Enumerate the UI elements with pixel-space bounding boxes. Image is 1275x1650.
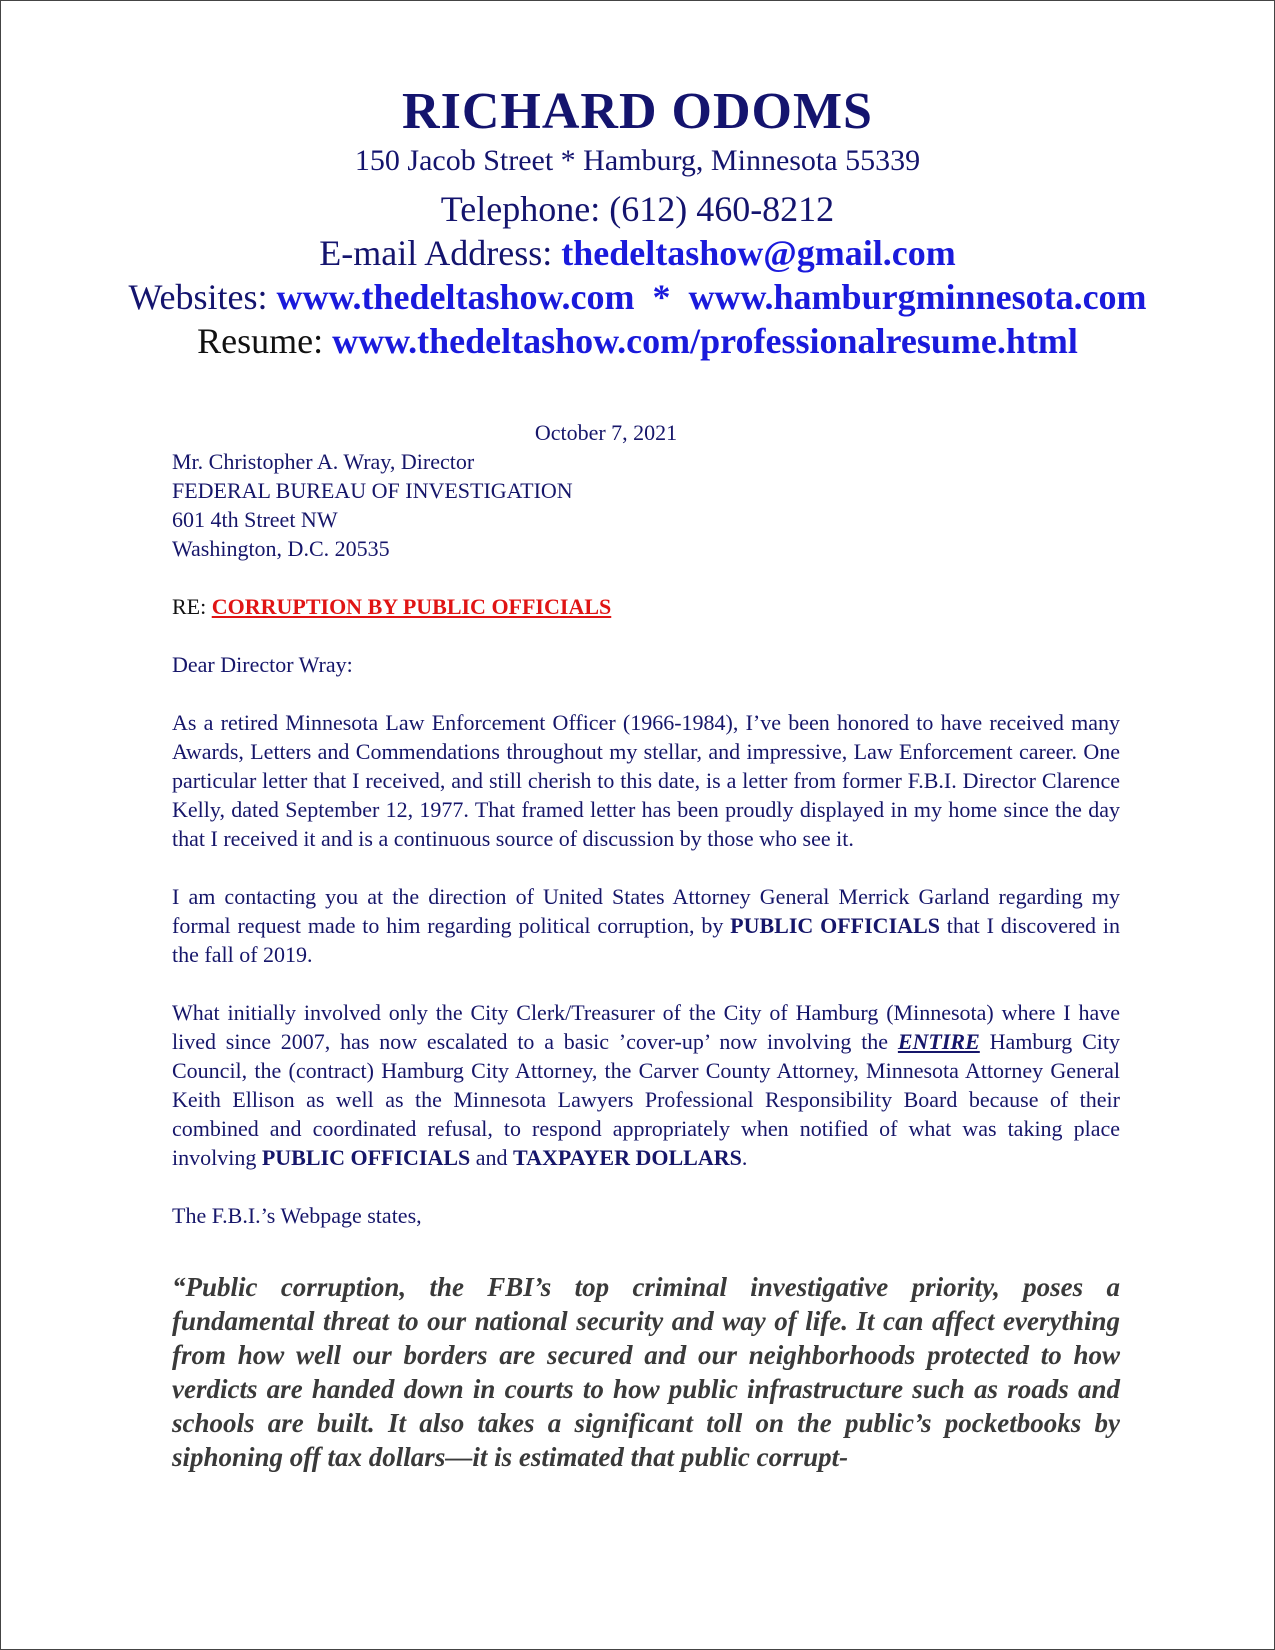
- resume-label: Resume:: [197, 321, 333, 361]
- paragraph-2: [172, 882, 1120, 969]
- email-link[interactable]: thedeltashow@gmail.com: [561, 233, 956, 273]
- fbi-quote: “Public corruption, the FBI’s top criminal investigative priority, poses a fundamental threat to our national security and way of life. It can affect everything from how well our borders are secured and our neighborhoods protected to how verdicts are handed down in courts to how public infrastructure such as roads and schools are built. It also takes a significant toll on the public’s pocketbooks by siphoning off tax dollars—it is estimated that public corrupt-: [172, 1272, 1120, 1472]
- sender-telephone: Telephone: (612) 460-8212: [440, 189, 835, 229]
- paragraph-3-text: What initially involved only the City Clerk/Treasurer of the City of Hamburg (Minnesota) where I have lived since 2007, has now escalated to a basic ’cover-up’ now involving the: [172, 1000, 1120, 1054]
- re-label: RE:: [172, 594, 212, 619]
- paragraph-3: [172, 998, 1120, 1172]
- paragraph-2-text-end: that I discovered in the fall of 2019.: [172, 913, 1120, 967]
- public-officials-emphasis: PUBLIC OFFICIALS: [261, 1145, 471, 1170]
- email-row: [1, 231, 1274, 275]
- website-link-2[interactable]: www.hamburgminnesota.com: [688, 277, 1147, 317]
- recipient-line: Washington, D.C. 20535: [172, 536, 390, 561]
- website-separator: *: [634, 277, 689, 317]
- recipient-block: [172, 447, 1120, 563]
- paragraph-3-period: .: [741, 1145, 748, 1170]
- paragraph-4: The F.B.I.’s Webpage states,: [172, 1203, 422, 1228]
- letterhead: [1, 81, 1274, 363]
- paragraph-3-text-mid: Hamburg City Council, the (contract) Hamburg City Attorney, the Carver County Attorney, Minnesota Attorney General Keith Ellison as well as the Minnesota Lawyers Professional Responsibility Board because of their combined and coordinated refusal, to respond appropriately when notified of what was taking place involving: [172, 1029, 1120, 1170]
- letter-date: October 7, 2021: [534, 420, 678, 445]
- salutation: Dear Director Wray:: [172, 652, 353, 677]
- taxpayer-dollars-emphasis: TAXPAYER DOLLARS: [513, 1145, 742, 1170]
- public-officials-emphasis: PUBLIC OFFICIALS: [730, 913, 940, 938]
- recipient-line: FEDERAL BUREAU OF INVESTIGATION: [172, 478, 573, 503]
- recipient-line: Mr. Christopher A. Wray, Director: [172, 449, 475, 474]
- websites-label: Websites:: [128, 277, 277, 317]
- letter-date-row: [172, 418, 1120, 447]
- re-subject: CORRUPTION BY PUBLIC OFFICIALS: [211, 594, 612, 619]
- website-link-1[interactable]: www.thedeltashow.com: [276, 277, 635, 317]
- recipient-line: 601 4th Street NW: [172, 507, 338, 532]
- paragraph-1: As a retired Minnesota Law Enforcement Officer (1966-1984), I’ve been honored to have received many Awards, Letters and Commendations throughout my stellar, and impressive, Law Enforcement career. One particular letter that I received, and still cherish to this date, is a letter from former F.B.I. Director Clarence Kelly, dated September 12, 1977. That framed letter has been proudly displayed in my home since the day that I received it and is a continuous source of discussion by those who see it.: [172, 710, 1120, 851]
- paragraph-2-text: I am contacting you at the direction of United States Attorney General Merrick Garland regarding my formal request made to him regarding political corruption, by: [172, 884, 1120, 938]
- websites-row: [1, 275, 1274, 319]
- paragraph-3-and: and: [470, 1145, 514, 1170]
- sender-address: 150 Jacob Street * Hamburg, Minnesota 55339: [354, 144, 921, 177]
- resume-link[interactable]: www.thedeltashow.com/professionalresume.html: [332, 321, 1078, 361]
- re-line: [172, 592, 1120, 621]
- email-label: E-mail Address:: [319, 233, 562, 273]
- letter-body: [172, 418, 1120, 1474]
- sender-name: RICHARD ODOMS: [402, 83, 873, 140]
- resume-row: [1, 319, 1274, 363]
- entire-emphasis: ENTIRE: [897, 1029, 980, 1054]
